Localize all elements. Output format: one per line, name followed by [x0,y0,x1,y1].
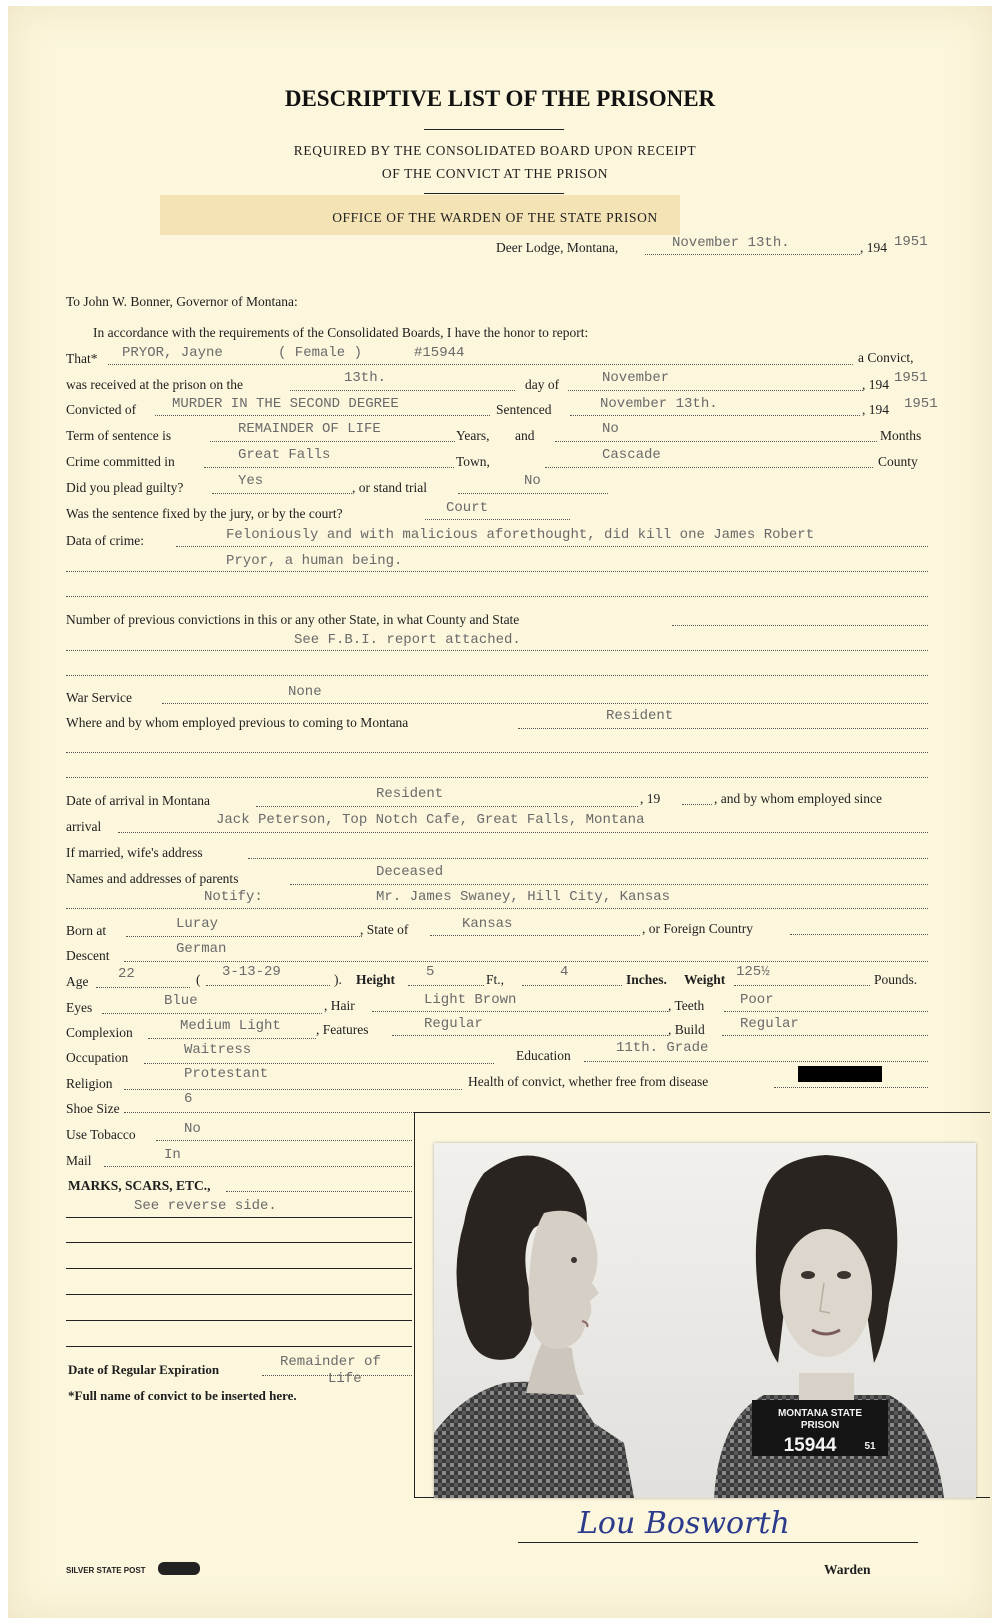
data-line-2 [66,571,928,572]
received-year-prefix: , 194 [862,377,889,392]
marks-label: MARKS, SCARS, ETC., [68,1178,211,1193]
town-label: Town, [456,454,490,469]
plead-value: Yes [238,473,264,489]
arrival2-line [118,832,928,833]
place-label: Deer Lodge, Montana, [496,240,619,255]
weight-value: 125½ [736,964,770,980]
born-line [126,936,362,937]
data-line-1 [176,546,928,547]
received-label: was received at the prison on the [66,377,243,392]
marks-line-4 [66,1268,412,1269]
day-of-label: day of [525,377,560,392]
convict-label: a Convict, [858,350,914,365]
signature-line [518,1542,918,1543]
convict-number: #15944 [414,345,465,361]
accordance-text: In accordance with the requirements of the Consolidated Boards, I have the honor to report: [93,325,589,340]
employed-line-1 [518,728,928,729]
arrival-value: Resident [376,786,444,802]
data-line-3 [66,596,928,597]
arrival2-value: Jack Peterson, Top Notch Cafe, Great Falls, Montana [216,812,645,828]
marks-line-7 [66,1346,412,1347]
eyes-line [102,1013,322,1014]
name-line [108,364,853,365]
religion-label: Religion [66,1076,113,1091]
prev-line-2 [66,650,928,651]
redaction-bar [798,1066,882,1082]
eyes-value: Blue [164,993,198,1009]
fixed-line [425,519,570,520]
sentenced-year: 1951 [904,396,938,412]
features-label: , Features [316,1022,369,1037]
date-value: November 13th. [672,235,790,251]
descent-label: Descent [66,948,110,963]
convicted-label: Convicted of [66,402,137,417]
months-line [555,441,877,442]
foreign-line [790,934,928,935]
dob-line [206,985,330,986]
county-label: County [878,454,918,469]
dob-close: ). [334,972,342,987]
expiration-value-1: Remainder of [280,1354,381,1370]
received-month-line [568,390,863,391]
title-divider [424,129,564,130]
trial-line [458,493,608,494]
complexion-label: Complexion [66,1025,133,1040]
inches-label: Inches. [626,972,667,987]
height-in-line [522,985,622,986]
received-month: November [602,370,670,386]
mugshot-image [434,1143,976,1498]
months-label: Months [880,428,922,443]
dob-open: ( [196,972,201,987]
term-line [210,441,455,442]
state-value: Kansas [462,916,513,932]
arrival-line [256,806,638,807]
convicted-value: MURDER IN THE SECOND DEGREE [172,396,399,412]
occupation-line [144,1063,494,1064]
married-line [248,858,928,859]
complexion-line [148,1038,316,1039]
data-of-crime-line2: Pryor, a human being. [226,553,403,569]
convict-name: PRYOR, Jayne [122,345,223,361]
subtitle-divider [424,193,564,194]
plate-number: 15944 [783,1435,837,1456]
town-line [204,467,454,468]
notify-label: Notify: [204,889,263,905]
employed-previous-label: Where and by whom employed previous to coming to Montana [66,715,409,730]
date-line [645,254,860,255]
height-ft-value: 5 [426,964,435,980]
state-label: , State of [360,922,409,937]
born-value: Luray [176,916,219,932]
pounds-label: Pounds. [874,972,918,987]
sentenced-line [570,415,860,416]
prev-line-1 [672,625,928,626]
trial-value: No [524,473,541,489]
term-label: Term of sentence is [66,428,172,443]
arrival-year-line [682,804,712,805]
occupation-value: Waitress [184,1042,252,1058]
expiration-value-2: Life [328,1371,362,1387]
received-day: 13th. [344,370,387,386]
descent-value: German [176,941,227,957]
warden-signature: Lou Bosworth [578,1506,790,1541]
born-label: Born at [66,923,107,938]
married-label: If married, wife's address [66,845,203,860]
religion-line [124,1089,462,1090]
data-of-crime-line1: Feloniously and with malicious aforethought, did kill one James Robert [226,527,815,543]
convict-sex: ( Female ) [278,345,363,361]
year-value: 1951 [894,234,928,250]
marks-line-2 [66,1217,412,1218]
descent-line [124,961,928,962]
warden-label: Warden [824,1562,871,1577]
notify-line [66,908,928,909]
parents-label: Names and addresses of parents [66,871,239,886]
war-service-value: None [288,684,322,700]
printer-logo-icon [158,1562,200,1575]
county-value: Cascade [602,447,661,463]
town-value: Great Falls [238,447,331,463]
term-value: REMAINDER OF LIFE [238,421,381,437]
occupation-label: Occupation [66,1050,129,1065]
eyes-label: Eyes [66,1000,93,1015]
religion-value: Protestant [184,1066,269,1082]
height-ft-line [408,985,484,986]
trial-label: , or stand trial [352,480,427,495]
shoe-label: Shoe Size [66,1101,120,1116]
hair-label: , Hair [324,998,355,1013]
ft-label: Ft., [486,972,505,987]
build-line [722,1035,928,1036]
plate-line-2: PRISON [800,1420,840,1431]
convicted-line [155,415,490,416]
employed-previous-value: Resident [606,708,674,724]
foreign-label: , or Foreign Country [642,921,753,936]
tobacco-label: Use Tobacco [66,1127,136,1142]
weight-label: Weight [684,972,726,987]
mail-label: Mail [66,1153,92,1168]
hair-line [372,1011,668,1012]
months-value: No [602,421,619,437]
sentenced-label: Sentenced [496,402,552,417]
features-value: Regular [424,1016,483,1032]
state-line [430,935,640,936]
education-label: Education [516,1048,571,1063]
office-heading: OFFICE OF THE WARDEN OF THE STATE PRISON [332,210,658,225]
that-label: That* [66,351,98,366]
age-value: 22 [118,966,135,982]
mail-value: In [164,1147,181,1163]
addressee: To John W. Bonner, Governor of Montana: [66,294,298,309]
fixed-value: Court [446,500,489,516]
expiration-label: Date of Regular Expiration [68,1362,220,1377]
complexion-value: Medium Light [180,1018,281,1034]
tobacco-value: No [184,1121,201,1137]
and-label: and [515,428,535,443]
marks-line-3 [66,1242,412,1243]
education-line [584,1061,928,1062]
fixed-label: Was the sentence fixed by the jury, or by the court? [66,506,343,521]
mugshot-photo [434,1143,976,1498]
age-label: Age [66,974,89,989]
build-label: , Build [668,1022,705,1037]
notify-value: Mr. James Swaney, Hill City, Kansas [376,889,671,905]
tobacco-line [156,1140,412,1141]
document-title: DESCRIPTIVE LIST OF THE PRISONER [284,86,716,111]
employed-line-3 [66,777,928,778]
marks-line-1 [226,1191,412,1192]
teeth-label: , Teeth [668,998,705,1013]
shoe-value: 6 [184,1091,193,1107]
arrival-label: Date of arrival in Montana [66,793,210,808]
received-year: 1951 [894,370,928,386]
parents-line [290,884,928,885]
footnote: *Full name of convict to be inserted here. [68,1388,297,1403]
arrival-19: , 19 [640,791,661,806]
weight-line [734,985,870,986]
previous-convictions-value: See F.B.I. report attached. [294,632,521,648]
arrival2-label: arrival [66,819,102,834]
parents-value: Deceased [376,864,444,880]
previous-convictions-label: Number of previous convictions in this or any other State, in what County and State [66,612,520,627]
mail-line [104,1166,412,1167]
height-in-value: 4 [560,964,569,980]
year-prefix: , 194 [860,240,887,255]
age-line [96,987,190,988]
county-line [545,467,873,468]
subtitle-line-1: REQUIRED BY THE CONSOLIDATED BOARD UPON RECEIPT [293,143,697,158]
build-value: Regular [740,1016,799,1032]
education-value: 11th. Grade [616,1040,709,1056]
sentenced-year-prefix: , 194 [862,402,889,417]
received-day-line [290,390,515,391]
plate-suffix: 51 [864,1441,876,1452]
subtitle-line-2: OF THE CONVICT AT THE PRISON [381,166,609,181]
marks-value: See reverse side. [134,1198,277,1214]
hair-value: Light Brown [424,992,517,1008]
marks-line-6 [66,1320,412,1321]
war-service-label: War Service [66,690,133,705]
employed-line-2 [66,752,928,753]
health-line [774,1087,928,1088]
years-label: Years, [456,428,490,443]
sentenced-value: November 13th. [600,396,718,412]
data-of-crime-label: Data of crime: [66,533,144,548]
war-line [162,703,928,704]
height-label: Height [356,972,395,987]
crime-in-label: Crime committed in [66,454,175,469]
features-line [392,1035,668,1036]
employed-since-label: , and by whom employed since [714,791,882,806]
printer-mark: SILVER STATE POST [66,1566,146,1575]
health-label: Health of convict, whether free from disease [468,1074,709,1089]
teeth-value: Poor [740,992,774,1008]
dob-value: 3-13-29 [222,964,281,980]
plead-label: Did you plead guilty? [66,480,184,495]
plate-line-1: MONTANA STATE [777,1408,863,1419]
plead-line [212,493,352,494]
prev-line-3 [66,675,928,676]
marks-line-5 [66,1294,412,1295]
teeth-line [724,1011,928,1012]
